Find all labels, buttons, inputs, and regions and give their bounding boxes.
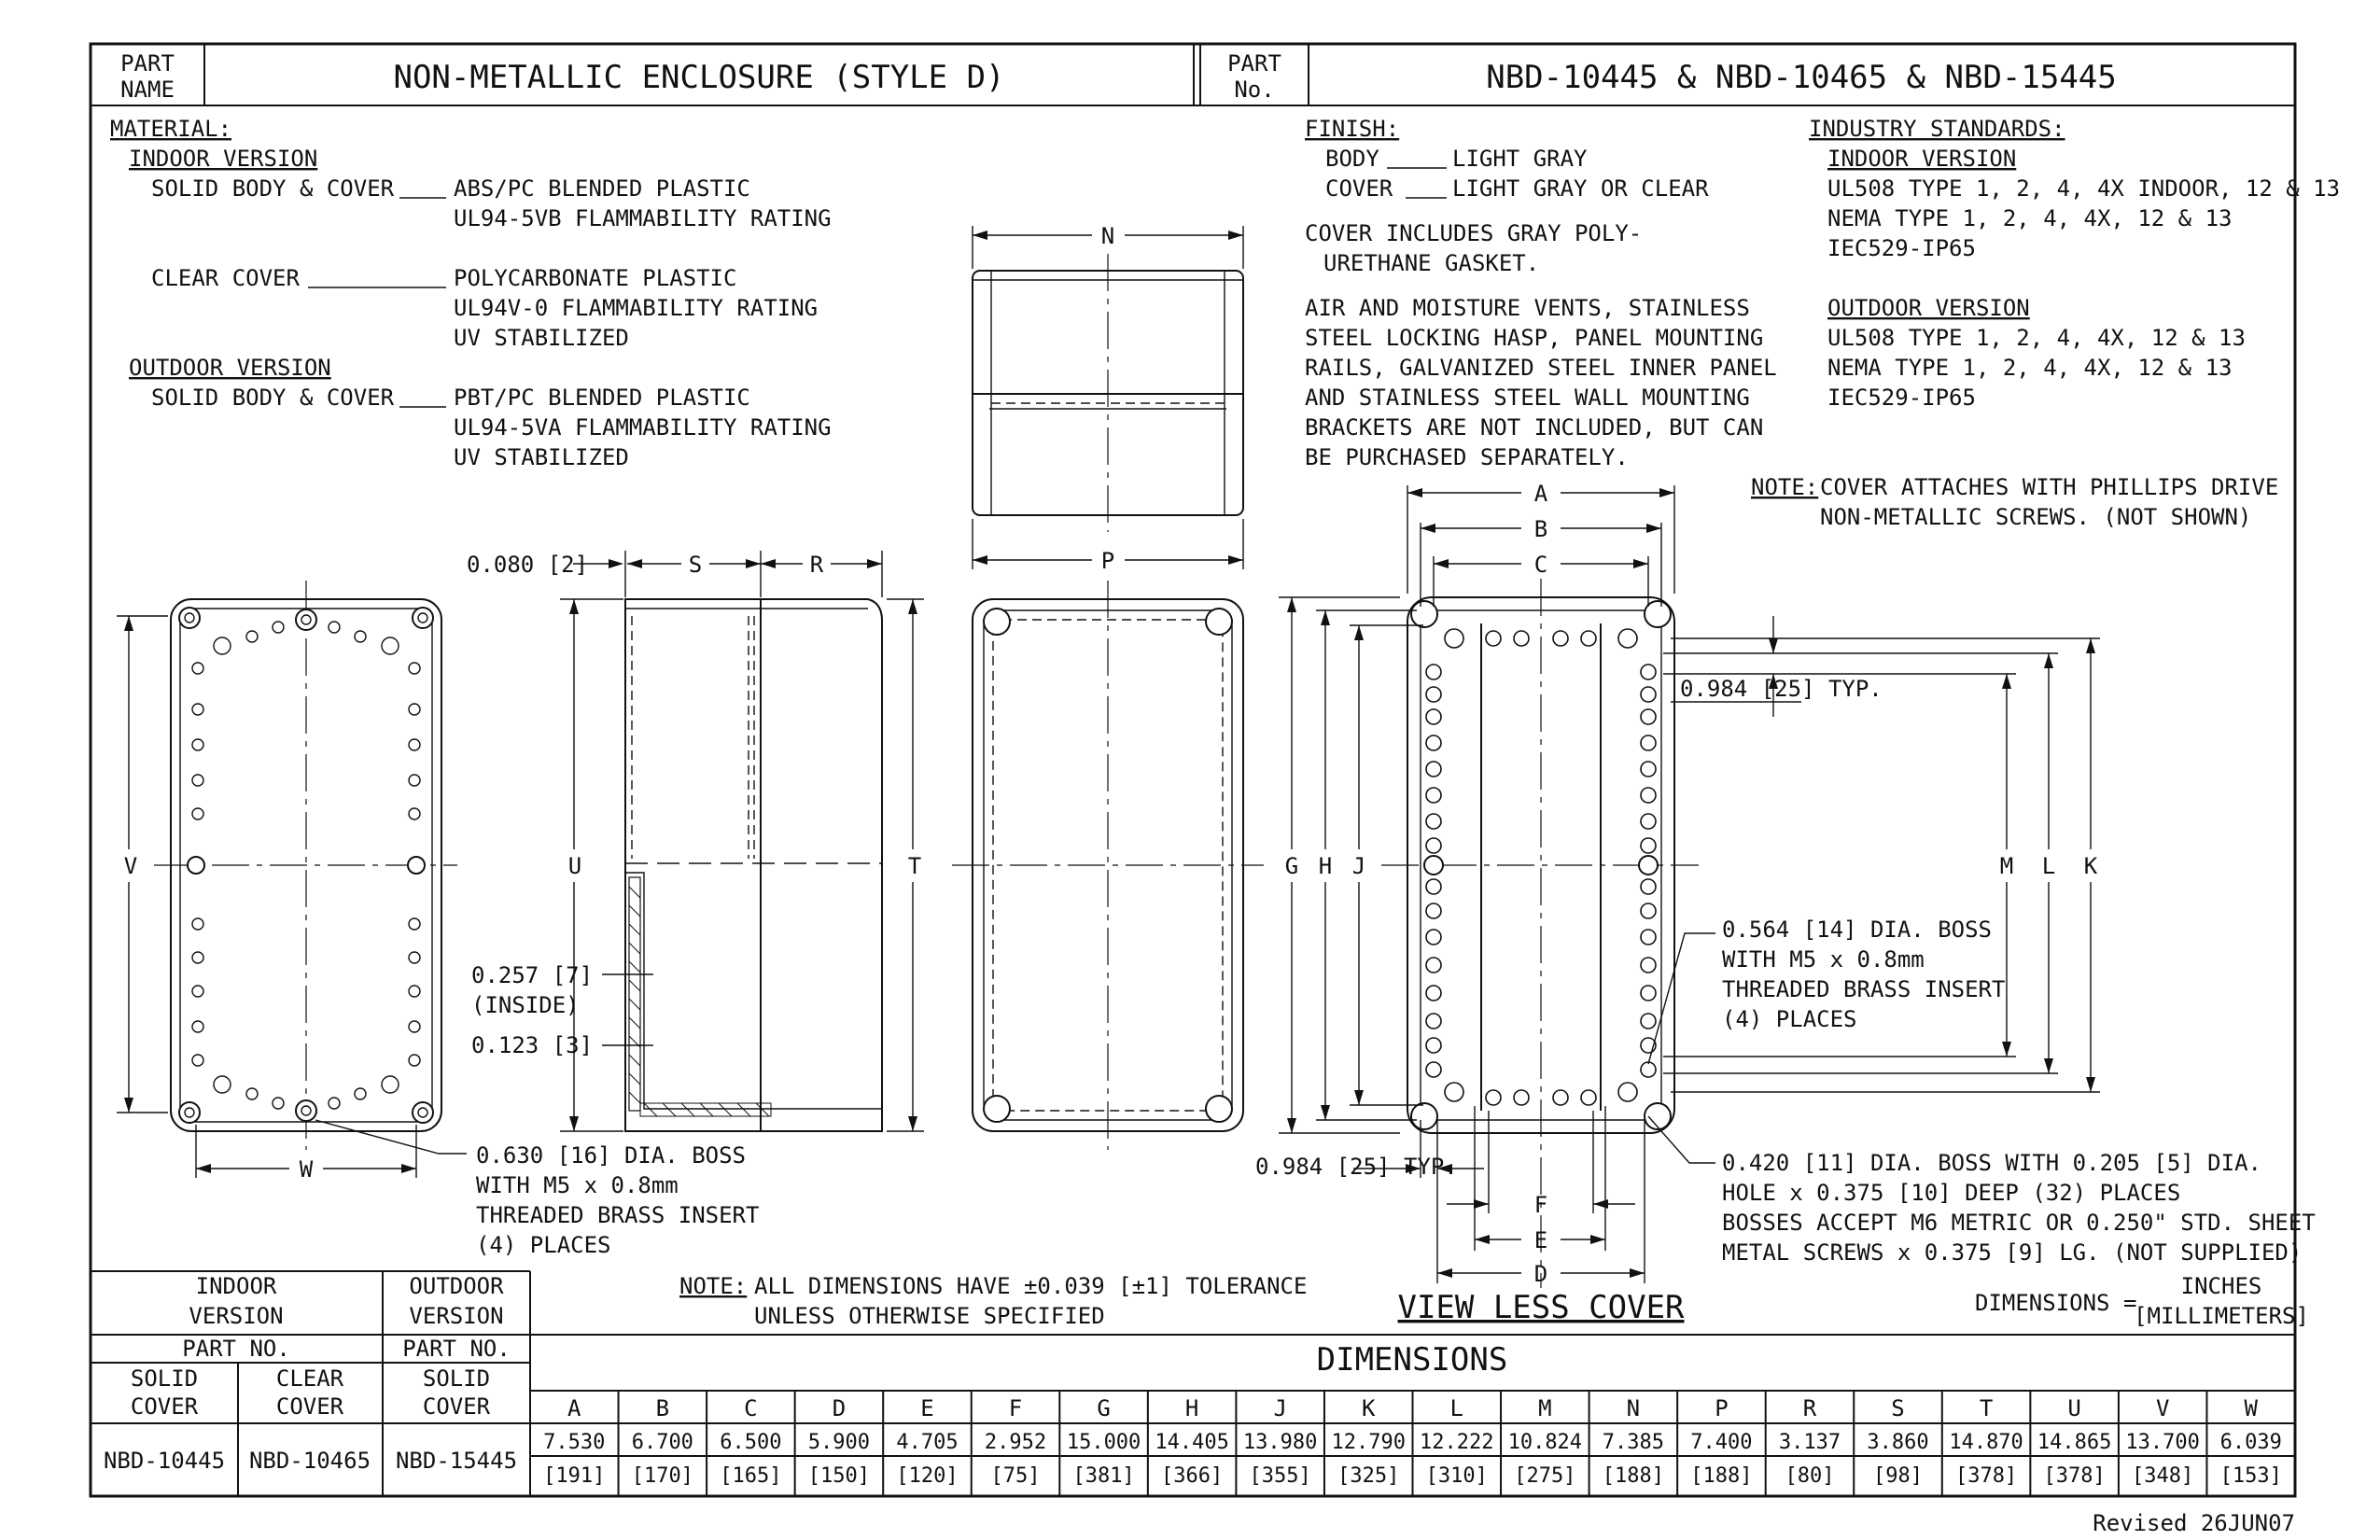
table-cell-mm: [150] bbox=[807, 1464, 871, 1488]
table-col-header: W bbox=[2244, 1395, 2258, 1421]
gasket-line-2: URETHANE GASKET. bbox=[1323, 250, 1540, 276]
wall-123: 0.123 [3] bbox=[471, 1032, 594, 1058]
finish-heading: FINISH: bbox=[1305, 116, 1400, 142]
finish-cover-label: COVER bbox=[1325, 175, 1393, 202]
table-cell-mm: [381] bbox=[1072, 1464, 1135, 1488]
table-col-header: E bbox=[920, 1395, 934, 1421]
dim-t-label: T bbox=[907, 853, 922, 879]
indoor-item-2-line-3: UV STABILIZED bbox=[454, 325, 629, 351]
table-cell-inches: 14.865 bbox=[2037, 1431, 2112, 1454]
indoor-item-1-line-1: ABS/PC BLENDED PLASTIC bbox=[454, 175, 750, 202]
material-heading: MATERIAL: bbox=[110, 116, 232, 142]
dim-s-label: S bbox=[688, 552, 703, 578]
table-col-header: C bbox=[744, 1395, 758, 1421]
standards-indoor-1: UL508 TYPE 1, 2, 4, 4X INDOOR, 12 & 13 bbox=[1827, 175, 2341, 202]
front-view bbox=[952, 581, 1264, 1150]
part-number: NBD-10445 & NBD-10465 & NBD-15445 bbox=[1486, 59, 2117, 96]
table-col-header: P bbox=[1715, 1395, 1729, 1421]
dim-p-label: P bbox=[1100, 548, 1115, 574]
finish-cover-value: LIGHT GRAY OR CLEAR bbox=[1452, 175, 1709, 202]
table-cell-mm: [153] bbox=[2219, 1464, 2282, 1488]
wall-257-line-1: 0.257 [7] bbox=[471, 962, 594, 988]
table-col-header: M bbox=[1538, 1395, 1552, 1421]
material-outdoor-heading: OUTDOOR VERSION bbox=[129, 355, 331, 381]
industry-standards bbox=[1809, 116, 2340, 411]
part-name-label-2: NAME bbox=[120, 77, 175, 103]
title-block bbox=[91, 44, 2295, 105]
dim-u-label: U bbox=[567, 853, 582, 879]
outdoor-item-1-line-3: UV STABILIZED bbox=[454, 444, 629, 470]
boss-564-line-1: 0.564 [14] DIA. BOSS bbox=[1722, 917, 1992, 943]
boss-420-line-1: 0.420 [11] DIA. BOSS WITH 0.205 [5] DIA. bbox=[1722, 1150, 2261, 1176]
units-legend bbox=[1975, 1273, 2309, 1329]
accessory-line-1: AIR AND MOISTURE VENTS, STAINLESS bbox=[1305, 295, 1750, 321]
table-col-header: G bbox=[1097, 1395, 1111, 1421]
accessory-line-5: BRACKETS ARE NOT INCLUDED, BUT CAN bbox=[1305, 414, 1764, 441]
dim-f-label: F bbox=[1533, 1192, 1548, 1218]
part-name-label-1: PART bbox=[120, 50, 175, 77]
table-cell-mm: [310] bbox=[1425, 1464, 1488, 1488]
table-cell-inches: 12.790 bbox=[1331, 1431, 1406, 1454]
table-cell-inches: 2.952 bbox=[984, 1431, 1047, 1454]
cover-note-line-1: COVER ATTACHES WITH PHILLIPS DRIVE bbox=[1820, 474, 2279, 500]
dim-m-label: M bbox=[1999, 853, 2014, 879]
part-no-label-1: PART bbox=[1227, 50, 1281, 77]
table-cell-inches: 14.870 bbox=[1949, 1431, 2023, 1454]
table-col-header: S bbox=[1891, 1395, 1905, 1421]
dim-j-label: J bbox=[1351, 853, 1366, 879]
table-partno-outdoor: PART NO. bbox=[402, 1336, 511, 1362]
boss-630-line-2: WITH M5 x 0.8mm bbox=[476, 1172, 679, 1198]
table-part-2: NBD-10465 bbox=[248, 1448, 371, 1474]
tolerance-line-2: UNLESS OTHERWISE SPECIFIED bbox=[754, 1303, 1105, 1329]
table-col-header: U bbox=[2067, 1395, 2081, 1421]
table-col-header: D bbox=[832, 1395, 847, 1421]
material-indoor-heading: INDOOR VERSION bbox=[129, 146, 318, 172]
table-cell-mm: [348] bbox=[2132, 1464, 2194, 1488]
table-clear-b: COVER bbox=[275, 1393, 344, 1420]
table-cell-mm: [378] bbox=[1954, 1464, 2018, 1488]
indoor-item-1: SOLID BODY & COVER bbox=[151, 175, 395, 202]
table-cell-inches: 13.980 bbox=[1242, 1431, 1318, 1454]
table-indoor-2: VERSION bbox=[189, 1303, 284, 1329]
boss-630-line-3: THREADED BRASS INSERT bbox=[476, 1202, 760, 1228]
standards-indoor-2: NEMA TYPE 1, 2, 4, 4X, 12 & 13 bbox=[1827, 205, 2233, 231]
view-less-cover-title: VIEW LESS COVER bbox=[1397, 1289, 1685, 1326]
table-partno-indoor: PART NO. bbox=[182, 1336, 290, 1362]
accessory-line-4: AND STAINLESS STEEL WALL MOUNTING bbox=[1305, 385, 1750, 411]
standards-outdoor-heading: OUTDOOR VERSION bbox=[1827, 295, 2030, 321]
standards-outdoor-2: NEMA TYPE 1, 2, 4, 4X, 12 & 13 bbox=[1827, 355, 2233, 381]
boss-420-line-4: METAL SCREWS x 0.375 [9] LG. (NOT SUPPLIED) bbox=[1722, 1239, 2303, 1266]
table-col-header: N bbox=[1626, 1395, 1641, 1421]
tolerance-line-1: ALL DIMENSIONS HAVE ±0.039 [±1] TOLERANCE bbox=[754, 1273, 1308, 1299]
table-cell-mm: [98] bbox=[1873, 1464, 1924, 1488]
table-cell-inches: 15.000 bbox=[1066, 1431, 1141, 1454]
boss-564-line-4: (4) PLACES bbox=[1722, 1006, 1857, 1032]
back-view bbox=[117, 581, 759, 1258]
wall-257-line-2: (INSIDE) bbox=[471, 992, 580, 1018]
table-outdoor-1: OUTDOOR bbox=[409, 1273, 504, 1299]
standards-indoor-3: IEC529-IP65 bbox=[1827, 235, 1976, 261]
boss-420-line-2: HOLE x 0.375 [10] DEEP (32) PLACES bbox=[1722, 1180, 2181, 1206]
table-cell-mm: [80] bbox=[1785, 1464, 1835, 1488]
tolerance-note bbox=[679, 1273, 1307, 1329]
table-cell-inches: 13.700 bbox=[2125, 1431, 2200, 1454]
standards-indoor-heading: INDOOR VERSION bbox=[1827, 146, 2017, 172]
table-cell-mm: [355] bbox=[1249, 1464, 1311, 1488]
standards-outdoor-1: UL508 TYPE 1, 2, 4, 4X, 12 & 13 bbox=[1827, 325, 2246, 351]
dim-w-label: W bbox=[299, 1156, 314, 1183]
table-cell-mm: [275] bbox=[1514, 1464, 1576, 1488]
outdoor-item-1: SOLID BODY & COVER bbox=[151, 385, 395, 411]
table-solid-1b: COVER bbox=[130, 1393, 199, 1420]
indoor-item-2-line-1: POLYCARBONATE PLASTIC bbox=[454, 265, 737, 291]
table-cell-inches: 7.400 bbox=[1690, 1431, 1753, 1454]
standards-heading: INDUSTRY STANDARDS: bbox=[1809, 116, 2065, 142]
typ-984-right: 0.984 [25] TYP. bbox=[1680, 676, 1883, 702]
table-cell-inches: 3.137 bbox=[1778, 1431, 1841, 1454]
boss-420-line-3: BOSSES ACCEPT M6 METRIC OR 0.250" STD. SHEET bbox=[1722, 1210, 2316, 1236]
cover-note-label: NOTE: bbox=[1751, 474, 1819, 500]
table-cell-mm: [170] bbox=[631, 1464, 693, 1488]
finish-body-value: LIGHT GRAY bbox=[1452, 146, 1588, 172]
table-clear-a: CLEAR bbox=[275, 1365, 344, 1392]
side-view bbox=[467, 551, 924, 1131]
table-cell-inches: 14.405 bbox=[1155, 1431, 1229, 1454]
dim-a-label: A bbox=[1533, 481, 1548, 507]
dim-b-label: B bbox=[1533, 516, 1548, 542]
table-part-3: NBD-15445 bbox=[395, 1448, 518, 1474]
dim-r-label: R bbox=[809, 552, 824, 578]
table-cell-inches: 5.900 bbox=[807, 1431, 871, 1454]
top-view bbox=[973, 223, 1243, 574]
table-solid-1a: SOLID bbox=[130, 1365, 199, 1392]
dim-d-label: D bbox=[1533, 1261, 1548, 1287]
part-no-label-2: No. bbox=[1234, 77, 1275, 103]
table-cell-mm: [366] bbox=[1161, 1464, 1224, 1488]
table-col-header: V bbox=[2155, 1395, 2170, 1421]
dim-k-label: K bbox=[2083, 853, 2098, 879]
table-indoor-1: INDOOR bbox=[195, 1273, 277, 1299]
table-cell-mm: [191] bbox=[543, 1464, 606, 1488]
table-cell-mm: [165] bbox=[720, 1464, 782, 1488]
table-cell-inches: 4.705 bbox=[896, 1431, 959, 1454]
boss-564-line-2: WITH M5 x 0.8mm bbox=[1722, 946, 1925, 973]
table-cell-inches: 6.700 bbox=[631, 1431, 693, 1454]
dim-h-label: H bbox=[1318, 853, 1333, 879]
table-solid-2b: COVER bbox=[422, 1393, 491, 1420]
finish-body-label: BODY bbox=[1325, 146, 1379, 172]
indoor-item-2: CLEAR COVER bbox=[151, 265, 300, 291]
accessory-line-3: RAILS, GALVANIZED STEEL INNER PANEL bbox=[1305, 355, 1777, 381]
table-cell-mm: [188] bbox=[1690, 1464, 1753, 1488]
view-less-cover bbox=[1255, 481, 2316, 1326]
dim-l-label: L bbox=[2041, 853, 2056, 879]
cover-note-line-2: NON-METALLIC SCREWS. (NOT SHOWN) bbox=[1820, 504, 2252, 530]
table-col-header: R bbox=[1802, 1395, 1817, 1421]
table-col-header: F bbox=[1008, 1395, 1023, 1421]
typ-984-bottom: 0.984 [25] TYP. bbox=[1255, 1154, 1458, 1180]
table-cell-inches: 7.385 bbox=[1602, 1431, 1664, 1454]
table-dimensions-title: DIMENSIONS bbox=[1316, 1341, 1508, 1379]
material-notes bbox=[110, 116, 832, 470]
table-cell-inches: 7.530 bbox=[543, 1431, 606, 1454]
table-cell-mm: [188] bbox=[1602, 1464, 1664, 1488]
dim-c-label: C bbox=[1533, 552, 1548, 578]
accessory-line-2: STEEL LOCKING HASP, PANEL MOUNTING bbox=[1305, 325, 1764, 351]
table-cell-mm: [378] bbox=[2043, 1464, 2106, 1488]
indoor-item-2-line-2: UL94V-0 FLAMMABILITY RATING bbox=[454, 295, 819, 321]
outdoor-item-1-line-1: PBT/PC BLENDED PLASTIC bbox=[454, 385, 750, 411]
boss-564-line-3: THREADED BRASS INSERT bbox=[1722, 976, 2006, 1002]
table-col-header: L bbox=[1449, 1395, 1464, 1421]
table-col-header: J bbox=[1273, 1395, 1287, 1421]
table-col-header: H bbox=[1184, 1395, 1199, 1421]
table-cell-inches: 3.860 bbox=[1867, 1431, 1929, 1454]
table-cell-mm: [75] bbox=[990, 1464, 1041, 1488]
table-part-1: NBD-10445 bbox=[103, 1448, 226, 1474]
boss-630-line-4: (4) PLACES bbox=[476, 1232, 611, 1258]
table-col-header: A bbox=[567, 1395, 581, 1421]
dim-n-label: N bbox=[1100, 223, 1115, 249]
table-cell-inches: 6.500 bbox=[720, 1431, 782, 1454]
gasket-line-1: COVER INCLUDES GRAY POLY- bbox=[1305, 220, 1643, 246]
table-outdoor-2: VERSION bbox=[409, 1303, 504, 1329]
wall-080: 0.080 [2] bbox=[467, 552, 589, 578]
dim-g-label: G bbox=[1284, 853, 1299, 879]
units-label: DIMENSIONS = bbox=[1975, 1290, 2137, 1316]
table-cell-inches: 6.039 bbox=[2219, 1431, 2282, 1454]
table-col-header: K bbox=[1361, 1395, 1376, 1421]
outdoor-item-1-line-2: UL94-5VA FLAMMABILITY RATING bbox=[454, 414, 832, 441]
part-name: NON-METALLIC ENCLOSURE (STYLE D) bbox=[393, 59, 1005, 96]
standards-outdoor-3: IEC529-IP65 bbox=[1827, 385, 1976, 411]
table-cell-inches: 10.824 bbox=[1507, 1431, 1583, 1454]
accessory-line-6: BE PURCHASED SEPARATELY. bbox=[1305, 444, 1629, 470]
indoor-item-1-line-2: UL94-5VB FLAMMABILITY RATING bbox=[454, 205, 832, 231]
table-cell-mm: [120] bbox=[896, 1464, 959, 1488]
cover-note bbox=[1751, 474, 2278, 530]
table-solid-2a: SOLID bbox=[422, 1365, 491, 1392]
units-mm: [MILLIMETERS] bbox=[2134, 1303, 2309, 1329]
units-inches: INCHES bbox=[2180, 1273, 2262, 1299]
tolerance-label: NOTE: bbox=[679, 1273, 748, 1299]
boss-630-line-1: 0.630 [16] DIA. BOSS bbox=[476, 1142, 746, 1169]
dimension-table bbox=[91, 1271, 2295, 1496]
table-col-header: B bbox=[655, 1395, 670, 1421]
revision: Revised 26JUN07 bbox=[2093, 1510, 2295, 1536]
dim-v-label: V bbox=[123, 853, 138, 879]
table-cell-inches: 12.222 bbox=[1420, 1431, 1494, 1454]
table-cell-mm: [325] bbox=[1337, 1464, 1400, 1488]
finish-notes bbox=[1305, 116, 1777, 470]
table-col-header: T bbox=[1979, 1395, 1994, 1421]
dim-e-label: E bbox=[1533, 1227, 1548, 1253]
